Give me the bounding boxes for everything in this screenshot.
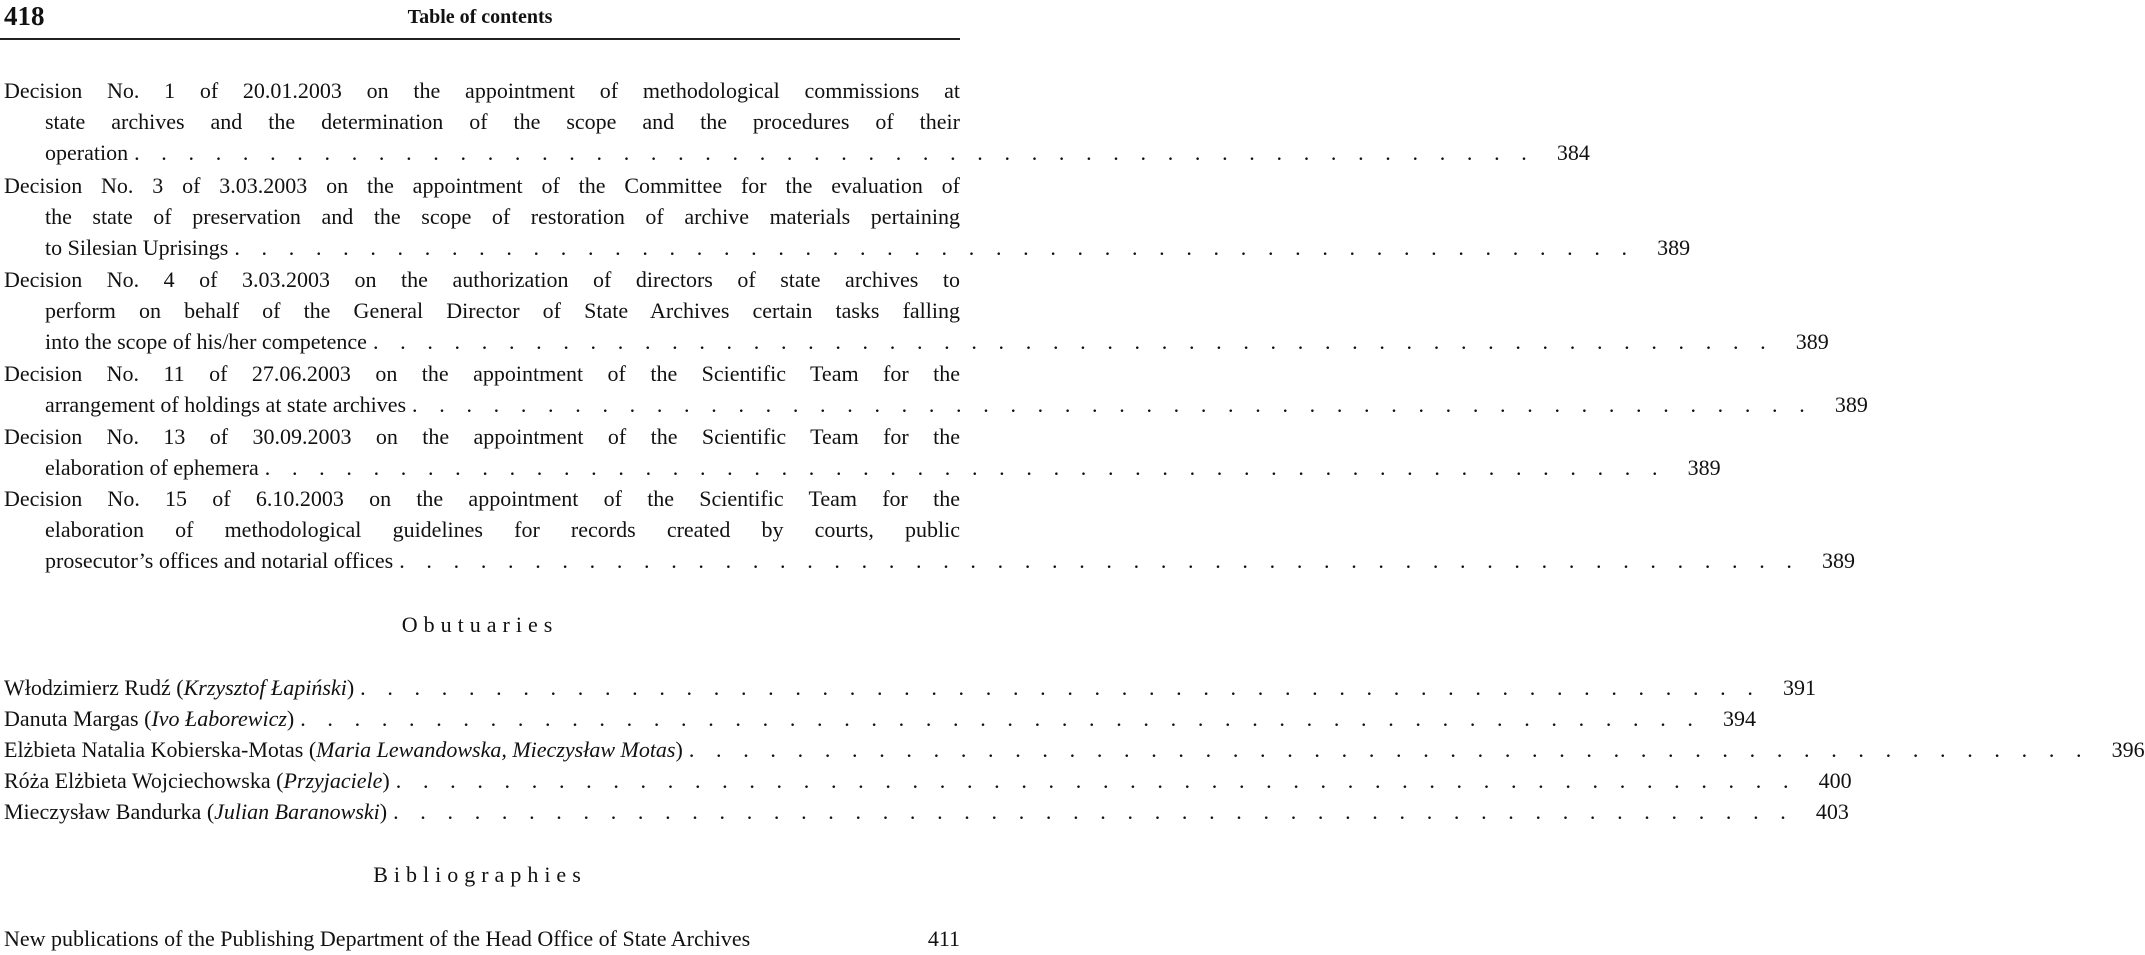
close-paren: ): [379, 799, 388, 824]
toc-entry-obituary[interactable]: [4, 672, 1816, 703]
dot-leader: . . . . . . . . . . . . . . . . . . . . . . . . . . . . . . . . . . . . . . . . . . . . . . . . . . . .: [134, 140, 1535, 165]
toc-entry-decision-13[interactable]: [4, 421, 1721, 483]
close-paren: ): [675, 737, 683, 762]
close-paren: ): [286, 706, 295, 731]
entry-last-line: [4, 923, 960, 954]
obituary-text: [4, 796, 387, 827]
entry-line: state archives and the determination of the scope and the procedures of their: [45, 109, 960, 134]
open-paren: (: [176, 675, 184, 700]
dot-leader: . . . . . . . . . . . . . . . . . . . . . . . . . . . . . . . . . . . . . . . . . . . . . . . . . . . .: [372, 329, 1774, 354]
entry-last-line: [4, 452, 1721, 483]
obituary-text: [4, 672, 354, 703]
obituary-author: Przyjaciele: [283, 768, 383, 793]
entry-line: prosecutor’s offices and notarial offices: [45, 548, 394, 573]
section-heading-obituaries: Obutuaries: [401, 612, 559, 637]
page-header: [0, 0, 960, 40]
obituary-text: [4, 703, 294, 734]
toc-entry-obituary[interactable]: [4, 703, 1757, 734]
page-reference: 396: [2111, 737, 2145, 762]
page-reference: 389: [1795, 329, 1829, 354]
obituary-text: [4, 734, 683, 765]
entry-last-line: [4, 765, 1852, 796]
page-reference: 389: [1822, 548, 1856, 573]
dot-leader: . . . . . . . . . . . . . . . . . . . . . . . . . . . . . . . . . . . . . . . . . . . . . . . . . . . .: [412, 392, 1813, 417]
page-reference: 389: [1657, 235, 1691, 260]
page-number: 418: [4, 1, 45, 31]
entry-line: Decision No. 3 of 3.03.2003 on the appointment of the Committee for the evaluation of: [4, 173, 960, 198]
page-reference: 394: [1723, 706, 1757, 731]
toc-entry-bibliography[interactable]: [4, 923, 960, 954]
page-reference: 391: [1782, 675, 1816, 700]
dot-leader: . . . . . . . . . . . . . . . . . . . . . . . . . . . . . . . . . . . . . . . . . . . . . . . . . . . .: [393, 799, 1794, 824]
open-paren: (: [206, 799, 215, 824]
entry-last-line: [4, 389, 1868, 420]
entry-line: arrangement of holdings at state archives: [45, 392, 407, 417]
entry-line: Decision No. 15 of 6.10.2003 on the appointment of the Scientific Team for the: [4, 486, 960, 511]
obituary-name: Mieczysław Bandurka: [4, 799, 202, 824]
dot-leader: . . . . . . . . . . . . . . . . . . . . . . . . . . . . . . . . . . . . . . . . . . . . . . . . . . . .: [234, 235, 1636, 260]
dot-leader: . . . . . . . . . . . . . . . . . . . . . . . . . . . . . . . . . . . . . . . . . . . . . . . . . . . .: [264, 455, 1666, 480]
dot-leader: . . . . . . . . . . . . . . . . . . . . . . . . . . . . . . . . . . . . . . . . . . . . . . . . . . . .: [399, 548, 1801, 573]
dot-leader: . . . . . . . . . . . . . . . . . . . . . . . . . . . . . . . . . . . . . . . . . . . . . . . . . . . .: [395, 768, 1797, 793]
entry-last-line: [4, 326, 1829, 357]
toc-entry-decision-15[interactable]: [4, 483, 1856, 576]
page-reference: 389: [1687, 455, 1721, 480]
entry-last-line: [4, 137, 1590, 168]
toc-entry-obituary[interactable]: [4, 734, 2145, 765]
entry-line: Decision No. 4 of 3.03.2003 on the authorization of directors of state archives to: [4, 267, 960, 292]
obituary-author: Maria Lewandowska, Mieczysław Motas: [316, 737, 676, 762]
open-paren: (: [308, 737, 317, 762]
close-paren: ): [346, 675, 355, 700]
entry-last-line: [4, 734, 2145, 765]
dot-leader: . . . . . . . . . . . . . . . . . . . . . . . . . . . . . . . . . . . . . . . . . . . . . . . . . . . .: [688, 737, 2090, 762]
obituary-name: Róża Elżbieta Wojciechowska: [4, 768, 271, 793]
page-reference: 384: [1556, 140, 1590, 165]
toc-entry-decision-4[interactable]: [4, 264, 1829, 357]
open-paren: (: [144, 706, 152, 731]
entry-last-line: [4, 545, 1856, 576]
obituary-name: Danuta Margas: [4, 706, 139, 731]
toc-entry-decision-1[interactable]: [4, 75, 1590, 168]
toc-entry-decision-3[interactable]: [4, 170, 1691, 263]
obituary-name: Włodzimierz Rudź: [4, 675, 171, 700]
entry-last-line: [4, 672, 1816, 703]
entry-last-line: [4, 703, 1757, 734]
page-reference: 389: [1834, 392, 1868, 417]
section-heading-bibliographies: Bibliographies: [373, 862, 587, 887]
entry-line: Decision No. 11 of 27.06.2003 on the appointment of the Scientific Team for the: [4, 361, 960, 386]
entry-line: to Silesian Uprisings: [45, 235, 229, 260]
dot-leader: . . . . . . . . . . . . . . . . . . . . . . . . . . . . . . . . . . . . . . . . . . . . . . . . . . . .: [360, 675, 1761, 700]
toc-entry-obituary[interactable]: [4, 765, 1852, 796]
running-title: Table of contents: [407, 6, 553, 28]
obituary-author: Julian Baranowski: [214, 799, 380, 824]
obituary-text: [4, 765, 390, 796]
entry-line: into the scope of his/her competence: [45, 329, 367, 354]
entry-line: Decision No. 1 of 20.01.2003 on the appointment of methodological commissions at: [4, 78, 960, 103]
entry-line: Decision No. 13 of 30.09.2003 on the appointment of the Scientific Team for the: [4, 424, 960, 449]
entry-line: elaboration of methodological guidelines for records created by courts, public: [45, 517, 960, 542]
page-reference: 411: [927, 926, 960, 951]
toc-entry-obituary[interactable]: [4, 796, 1849, 827]
entry-last-line: [4, 796, 1849, 827]
obituary-author: Krzysztof Łapiński: [183, 675, 347, 700]
entry-line: elaboration of ephemera: [45, 455, 259, 480]
entry-line: the state of preservation and the scope of restoration of archive materials pertaining: [45, 204, 960, 229]
open-paren: (: [276, 768, 284, 793]
obituary-name: Elżbieta Natalia Kobierska-Motas: [4, 737, 304, 762]
page-reference: 400: [1818, 768, 1852, 793]
page-reference: 403: [1815, 799, 1849, 824]
dot-leader: . . . . . . . . . . . . . . . . . . . . . . . . . . . . . . . . . . . . . . . . . . . . . . . . . . . .: [300, 706, 1702, 731]
obituary-author: Ivo Łaborewicz: [151, 706, 287, 731]
entry-last-line: [4, 232, 1691, 263]
entry-line: operation: [45, 140, 129, 165]
bibliography-text: New publications of the Publishing Department of the Head Office of State Archives: [4, 926, 751, 951]
toc-entry-decision-11[interactable]: [4, 358, 1868, 420]
close-paren: ): [382, 768, 390, 793]
entry-line: perform on behalf of the General Director of State Archives certain tasks falling: [45, 298, 960, 323]
